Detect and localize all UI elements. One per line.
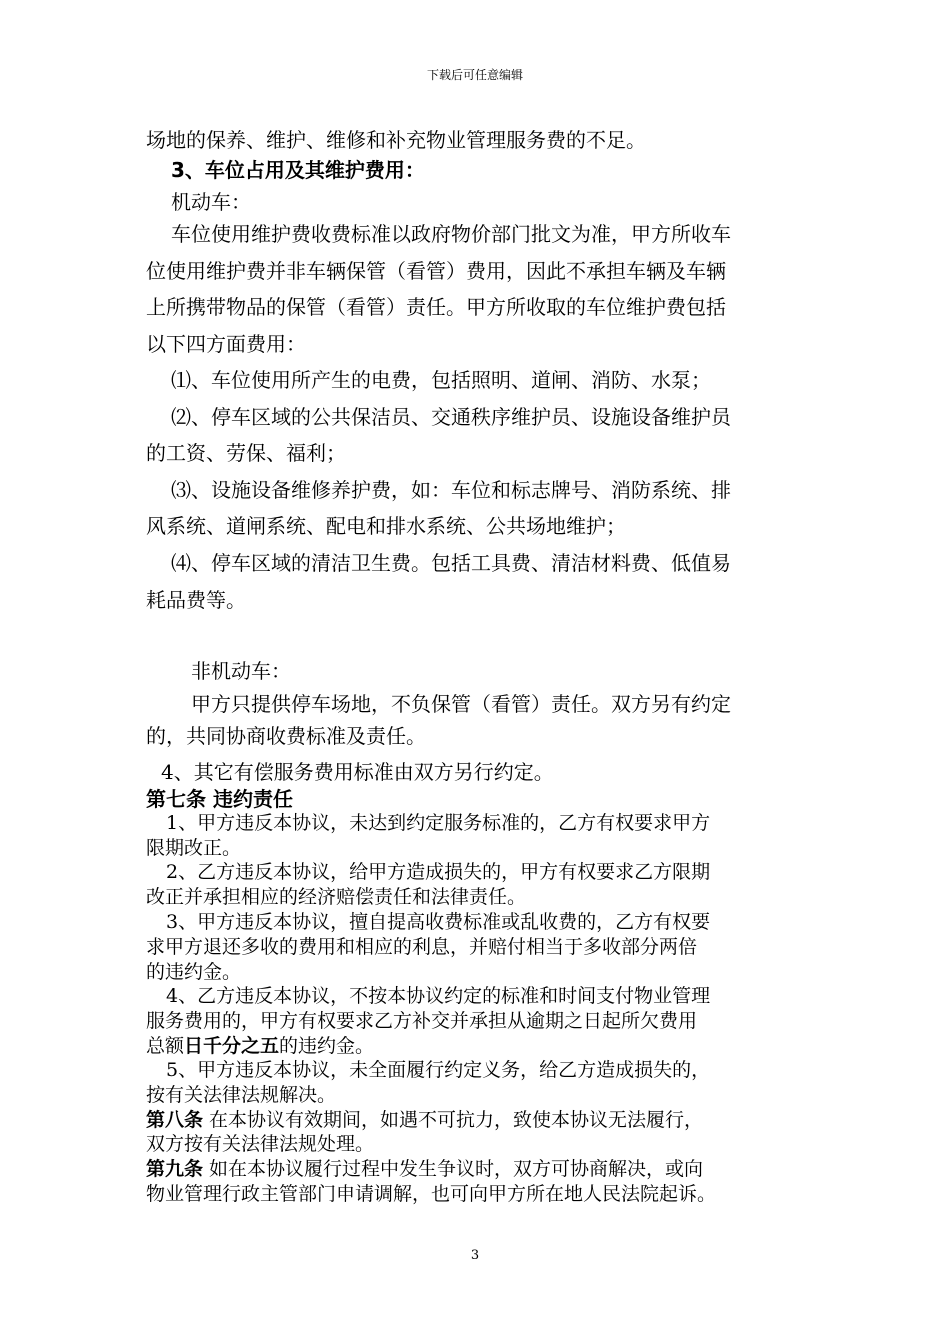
paragraph-line: 限期改正。 [146,837,242,859]
list-item: ⑶、设施设备维修养护费，如：车位和标志牌号、消防系统、排 [171,478,731,502]
paragraph-line [146,1105,703,1132]
paragraph-line: 求甲方退还多收的费用和相应的利息，并赔付相当于多收部分两倍 [146,936,698,958]
paragraph-line: 甲方只提供停车场地，不负保管（看管）责任。双方另有约定 [191,692,731,716]
paragraph-line: 位使用维护费并非车辆保管（看管）费用，因此不承担车辆及车辆 [146,259,726,283]
list-item: ⑴、车位使用所产生的电费，包括照明、道闸、消防、水泵； [171,368,711,392]
paragraph-line: 非机动车： [191,659,291,683]
paragraph-line [146,1154,703,1181]
paragraph-line: 物业管理行政主管部门申请调解，也可向甲方所在地人民法院起诉。 [146,1183,717,1205]
paragraph-line: 按有关法律法规解决。 [146,1084,337,1106]
list-item: ⑵、停车区域的公共保洁员、交通秩序维护员、设施设备维护员 [171,405,731,429]
text-segment: 在本协议有效期间，如遇不可抗力，致使本协议无法履行， [203,1109,704,1131]
paragraph-line: 2、乙方违反本协议，给甲方造成损失的，甲方有权要求乙方限期 [166,861,711,883]
paragraph-line: 风系统、道闸系统、配电和排水系统、公共场地维护； [146,514,626,538]
paragraph-line: 以下四方面费用： [146,332,306,356]
paragraph-line: 耗品费等。 [146,588,246,612]
text-segment: 总额 [146,1035,185,1057]
emphasis-text: 日千分之五 [184,1035,280,1057]
page-header: 下载后可任意编辑 [426,68,523,82]
paragraph-line: 场地的保养、维护、维修和补充物业管理服务费的不足。 [146,128,646,152]
article-label: 第九条 [146,1158,204,1180]
paragraph-line: 的工资、劳保、福利； [146,441,346,465]
section-heading: 3、车位占用及其维护费用： [171,158,425,182]
paragraph-line: 服务费用的，甲方有权要求乙方补交并承担从逾期之日起所欠费用 [146,1010,698,1032]
list-item: ⑷、停车区域的清洁卫生费。包括工具费、清洁材料费、低值易 [171,551,731,575]
text-segment: 如在本协议履行过程中发生争议时，双方可协商解决，或向 [203,1158,704,1180]
paragraph-line: 改正并承担相应的经济赔偿责任和法律责任。 [146,886,527,908]
paragraph-line: 的违约金。 [146,961,242,983]
paragraph-line: 机动车： [171,190,251,214]
text-segment: 的违约金。 [279,1035,375,1057]
paragraph-line: 4、其它有偿服务费用标准由双方另行约定。 [161,760,554,784]
paragraph-line [146,1031,374,1058]
paragraph-line: 的，共同协商收费标准及责任。 [146,724,426,748]
paragraph-line: 上所携带物品的保管（看管）责任。甲方所收取的车位维护费包括 [146,295,726,319]
article-label: 第八条 [146,1109,204,1131]
paragraph-line: 车位使用维护费收费标准以政府物价部门批文为准，甲方所收车 [171,222,731,246]
paragraph-line: 双方按有关法律法规处理。 [146,1133,375,1155]
paragraph-line: 5、甲方违反本协议，未全面履行约定义务，给乙方造成损失的， [166,1059,711,1081]
paragraph-line: 4、乙方违反本协议，不按本协议约定的标准和时间支付物业管理 [166,985,711,1007]
page-number: 3 [470,1248,480,1263]
paragraph-line: 3、甲方违反本协议，擅自提高收费标准或乱收费的，乙方有权要 [166,911,711,933]
article-heading: 第七条 违约责任 [146,787,293,811]
paragraph-line: 1、甲方违反本协议，未达到约定服务标准的，乙方有权要求甲方 [166,812,711,834]
